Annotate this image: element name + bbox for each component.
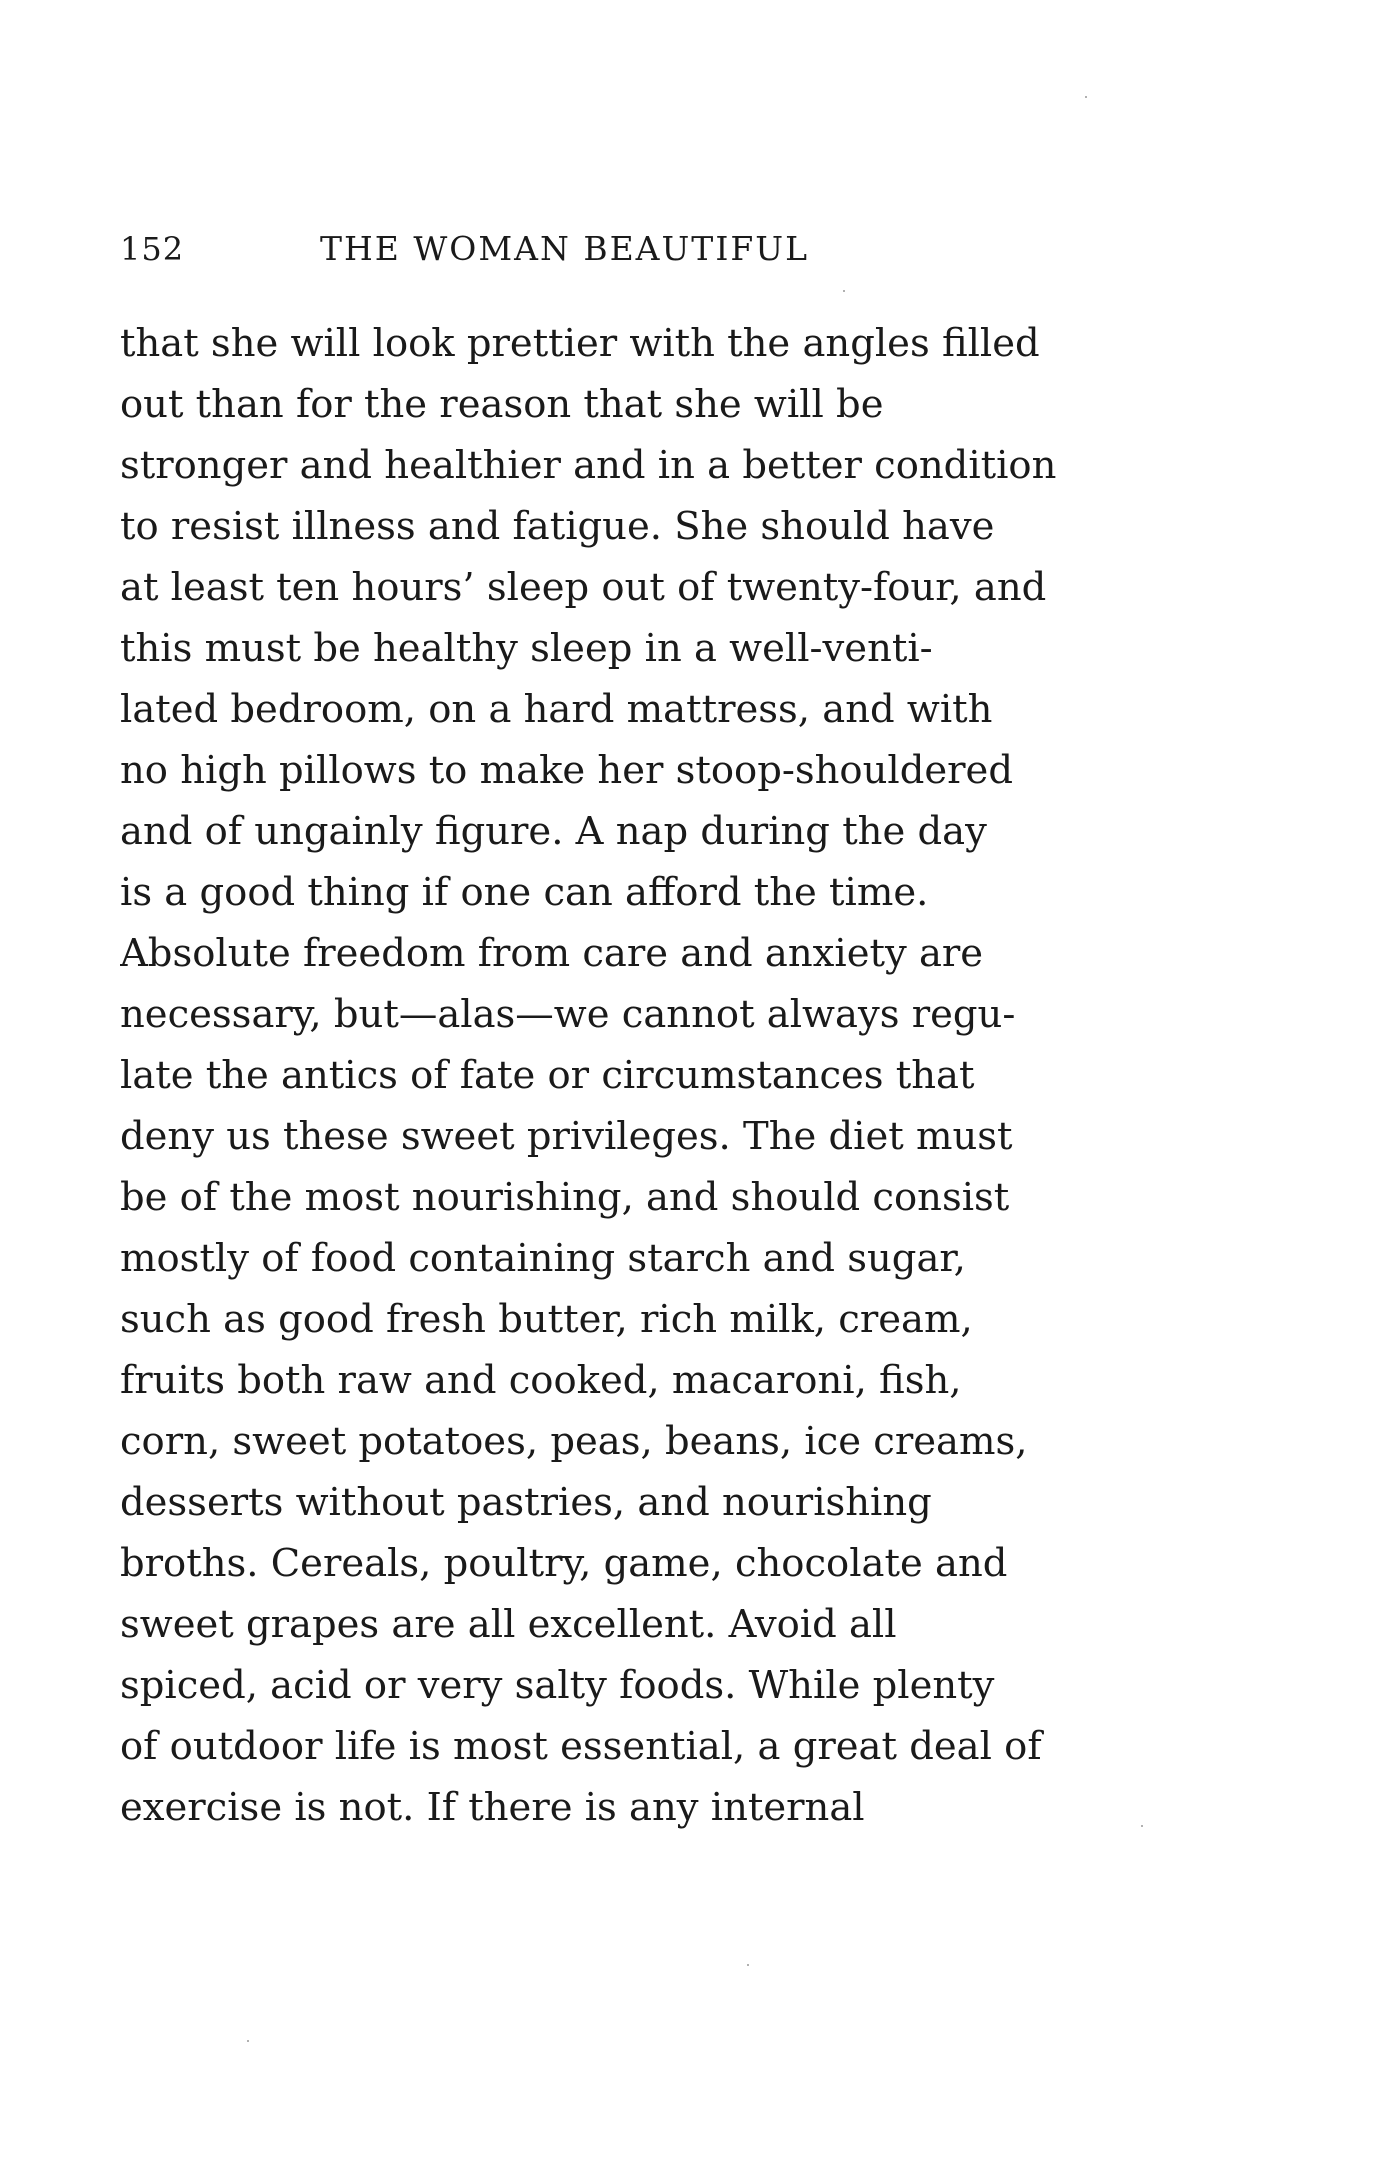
text-line: lated bedroom, on a hard mattress, and with (120, 687, 993, 732)
text-line: fruits both raw and cooked, macaroni, fish, (120, 1358, 962, 1403)
text-line: mostly of food containing starch and sugar, (120, 1236, 966, 1281)
text-line: to resist illness and fatigue. She should have (120, 504, 995, 549)
page-number: 152 (120, 230, 185, 268)
paper-speck (1141, 1825, 1143, 1827)
text-line: exercise is not. If there is any internal (120, 1785, 865, 1830)
paper-speck (1085, 96, 1087, 98)
paper-speck (843, 290, 845, 292)
text-line: late the antics of fate or circumstances that (120, 1053, 975, 1098)
text-line: no high pillows to make her stoop-shouldered (120, 748, 1013, 793)
text-line: Absolute freedom from care and anxiety are (120, 931, 984, 976)
body-text (120, 313, 1068, 1838)
text-line: this must be healthy sleep in a well-venti- (120, 626, 933, 671)
text-line: spiced, acid or very salty foods. While plenty (120, 1663, 995, 1708)
text-line: necessary, but—alas—we cannot always regu- (120, 992, 1016, 1037)
text-line: such as good fresh butter, rich milk, cream, (120, 1297, 973, 1342)
text-line: is a good thing if one can afford the time. (120, 870, 929, 915)
text-line: stronger and healthier and in a better condition (120, 443, 1057, 488)
text-line: of outdoor life is most essential, a great deal of (120, 1724, 1042, 1769)
text-line: that she will look prettier with the angles filled (120, 321, 1040, 366)
text-line: broths. Cereals, poultry, game, chocolate and (120, 1541, 1008, 1586)
text-line: sweet grapes are all excellent. Avoid all (120, 1602, 897, 1647)
page-header (120, 224, 1080, 274)
text-line: out than for the reason that she will be (120, 382, 884, 427)
text-line: deny us these sweet privileges. The diet must (120, 1114, 1013, 1159)
text-line: and of ungainly figure. A nap during the day (120, 809, 987, 854)
paper-speck (747, 1964, 749, 1966)
text-line: at least ten hours’ sleep out of twenty-four, and (120, 565, 1047, 610)
text-line: be of the most nourishing, and should consist (120, 1175, 1010, 1220)
text-line: corn, sweet potatoes, peas, beans, ice creams, (120, 1419, 1028, 1464)
running-title: THE WOMAN BEAUTIFUL (320, 229, 809, 268)
paper-speck (247, 2040, 249, 2042)
text-line: desserts without pastries, and nourishing (120, 1480, 932, 1525)
